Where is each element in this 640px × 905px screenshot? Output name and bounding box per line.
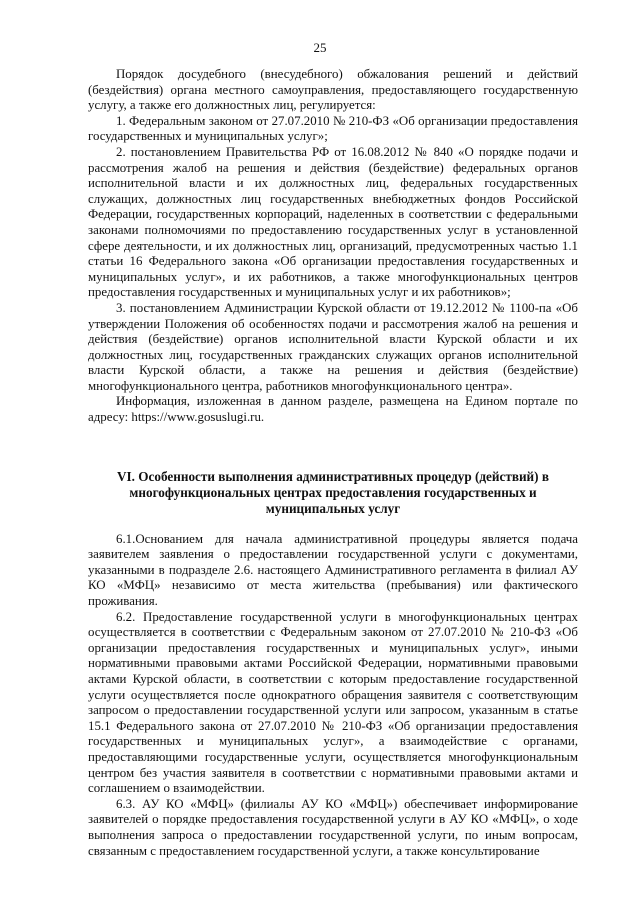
page-number: 25 bbox=[313, 40, 327, 55]
paragraph-kursk-decree: 3. постановлением Администрации Курской области от 19.12.2012 № 1100-па «Об утверждении Положения об особенностях подачи и рассмотрения жалоб на решения и действия (бездействие) органов исполнительной власти Курской области и их должностных лиц, государственных гражданских служащих органов исполнительной власти Курской области, а также на решения и действия (бездействие) многофункционального центра, работников многофункционального центра». bbox=[88, 300, 578, 393]
section-heading: VI. Особенности выполнения административных процедур (действий) в многофункциональных центрах предоставления государственных и муниципальных услуг bbox=[117, 468, 549, 516]
paragraph-government-decree: 2. постановлением Правительства РФ от 16.08.2012 № 840 «О порядке подачи и рассмотрения жалоб на решения и действия (бездействие) федеральных органов исполнительной власти и их должностных лиц, федеральных государственных служащих, должностных лиц государственных внебюджетных фондов Российской Федерации, государственных корпораций, наделенных в соответствии с федеральными законами полномочиями по предоставлению государственных услуг в установленной сфере деятельности, и их должностных лиц, организаций, предусмотренных частью 1.1 статьи 16 Федерального закона «Об организации предоставления государственных и муниципальных услуг», и их работников, а также многофункциональных центров предоставления государственных и муниципальных услуг и их работников»; bbox=[88, 144, 578, 300]
paragraph-6-2: 6.2. Предоставление государственной услуги в многофункциональных центрах осуществляется в соответствии с Федеральным законом от 27.07.2010 № 210-ФЗ «Об организации предоставления государственных и муниципальных услуг», иными нормативными правовыми актами Российской Федерации, нормативными правовыми актами Курской области, в соответствии с которым предоставление государственной услуги осуществляется после однократного обращения заявителя с соответствующим запросом о предоставлении государственной услуги или запросом, указанным в статье 15.1 Федерального закона от 27.07.2010 № 210-ФЗ «Об организации предоставления государственных и муниципальных услуг», а взаимодействие с органами, предоставляющими государственные услуги, осуществляется многофункциональным центром без участия заявителя в соответствии с нормативными правовыми актами и соглашением о взаимодействии. bbox=[88, 609, 578, 796]
paragraph-appeal-procedure: Порядок досудебного (внесудебного) обжалования решений и действий (бездействия) органа местного самоуправления, предоставляющего государственную услугу, а также его должностных лиц, регулируется: bbox=[88, 67, 578, 113]
paragraph-portal-info: Информация, изложенная в данном разделе, размещена на Едином портале по адресу: https://www.gosuslugi.ru. bbox=[88, 394, 578, 425]
paragraph-6-1: 6.1.Основанием для начала административной процедуры является подача заявителем заявления о предоставлении государственной услуги с документами, указанными в подразделе 2.6. настоящего Административного регламента в филиал АУ КО «МФЦ» независимо от места жительства (пребывания) или фактического проживания. bbox=[88, 531, 578, 609]
paragraph-federal-law: 1. Федеральным законом от 27.07.2010 № 210-ФЗ «Об организации предоставления государственных и муниципальных услуг»; bbox=[88, 113, 578, 144]
paragraph-6-3: 6.3. АУ КО «МФЦ» (филиалы АУ КО «МФЦ») обеспечивает информирование заявителей о порядке предоставления государственной услуги в АУ КО «МФЦ», о ходе выполнения запроса о предоставлении государственной услуги, по иным вопросам, связанным с предоставлением государственной услуги, а также консультирование bbox=[88, 796, 578, 858]
document-body bbox=[88, 67, 578, 859]
